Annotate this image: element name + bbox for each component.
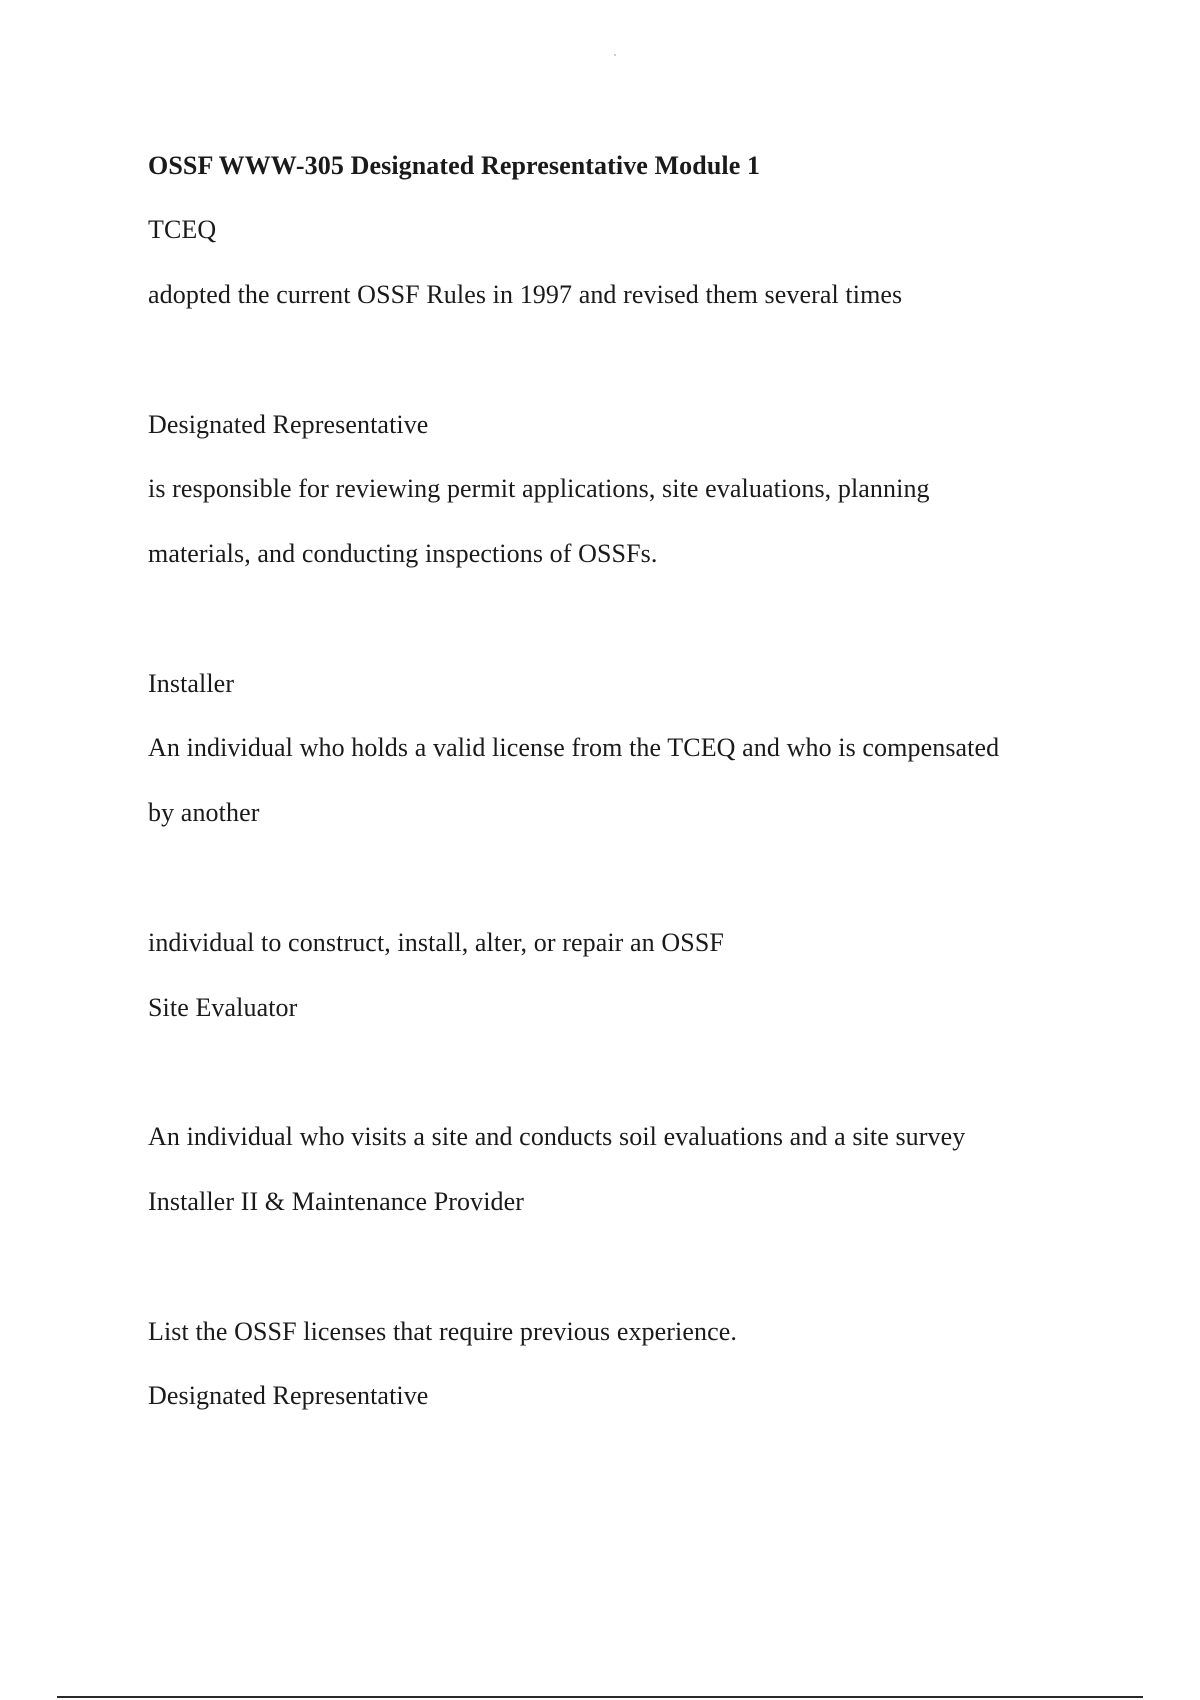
- scan-speck: [614, 54, 616, 56]
- term-tceq: TCEQ: [148, 215, 217, 244]
- definition-tceq: adopted the current OSSF Rules in 1997 and revised them several times: [148, 280, 903, 309]
- answer-installer-ii-maintenance-provider: Installer II & Maintenance Provider: [148, 1187, 525, 1216]
- definition-site-evaluator: An individual who visits a site and conducts soil evaluations and a site survey: [148, 1122, 966, 1151]
- answer-designated-representative: Designated Representative: [148, 1381, 429, 1410]
- definition-designated-representative-line-2: materials, and conducting inspections of OSSFs.: [148, 539, 658, 568]
- footer-rule: [57, 1696, 1143, 1698]
- term-designated-representative: Designated Representative: [148, 410, 429, 439]
- definition-installer-line-1: An individual who holds a valid license from the TCEQ and who is compensated: [148, 733, 1000, 762]
- definition-installer-line-3: individual to construct, install, alter, or repair an OSSF: [148, 928, 724, 957]
- term-installer: Installer: [148, 669, 235, 698]
- document-title: OSSF WWW-305 Designated Representative Module 1: [148, 151, 761, 180]
- definition-installer-line-2: by another: [148, 798, 260, 827]
- definition-designated-representative-line-1: is responsible for reviewing permit applications, site evaluations, planning: [148, 474, 930, 503]
- question-licenses-experience: List the OSSF licenses that require previous experience.: [148, 1317, 737, 1346]
- term-site-evaluator: Site Evaluator: [148, 993, 298, 1022]
